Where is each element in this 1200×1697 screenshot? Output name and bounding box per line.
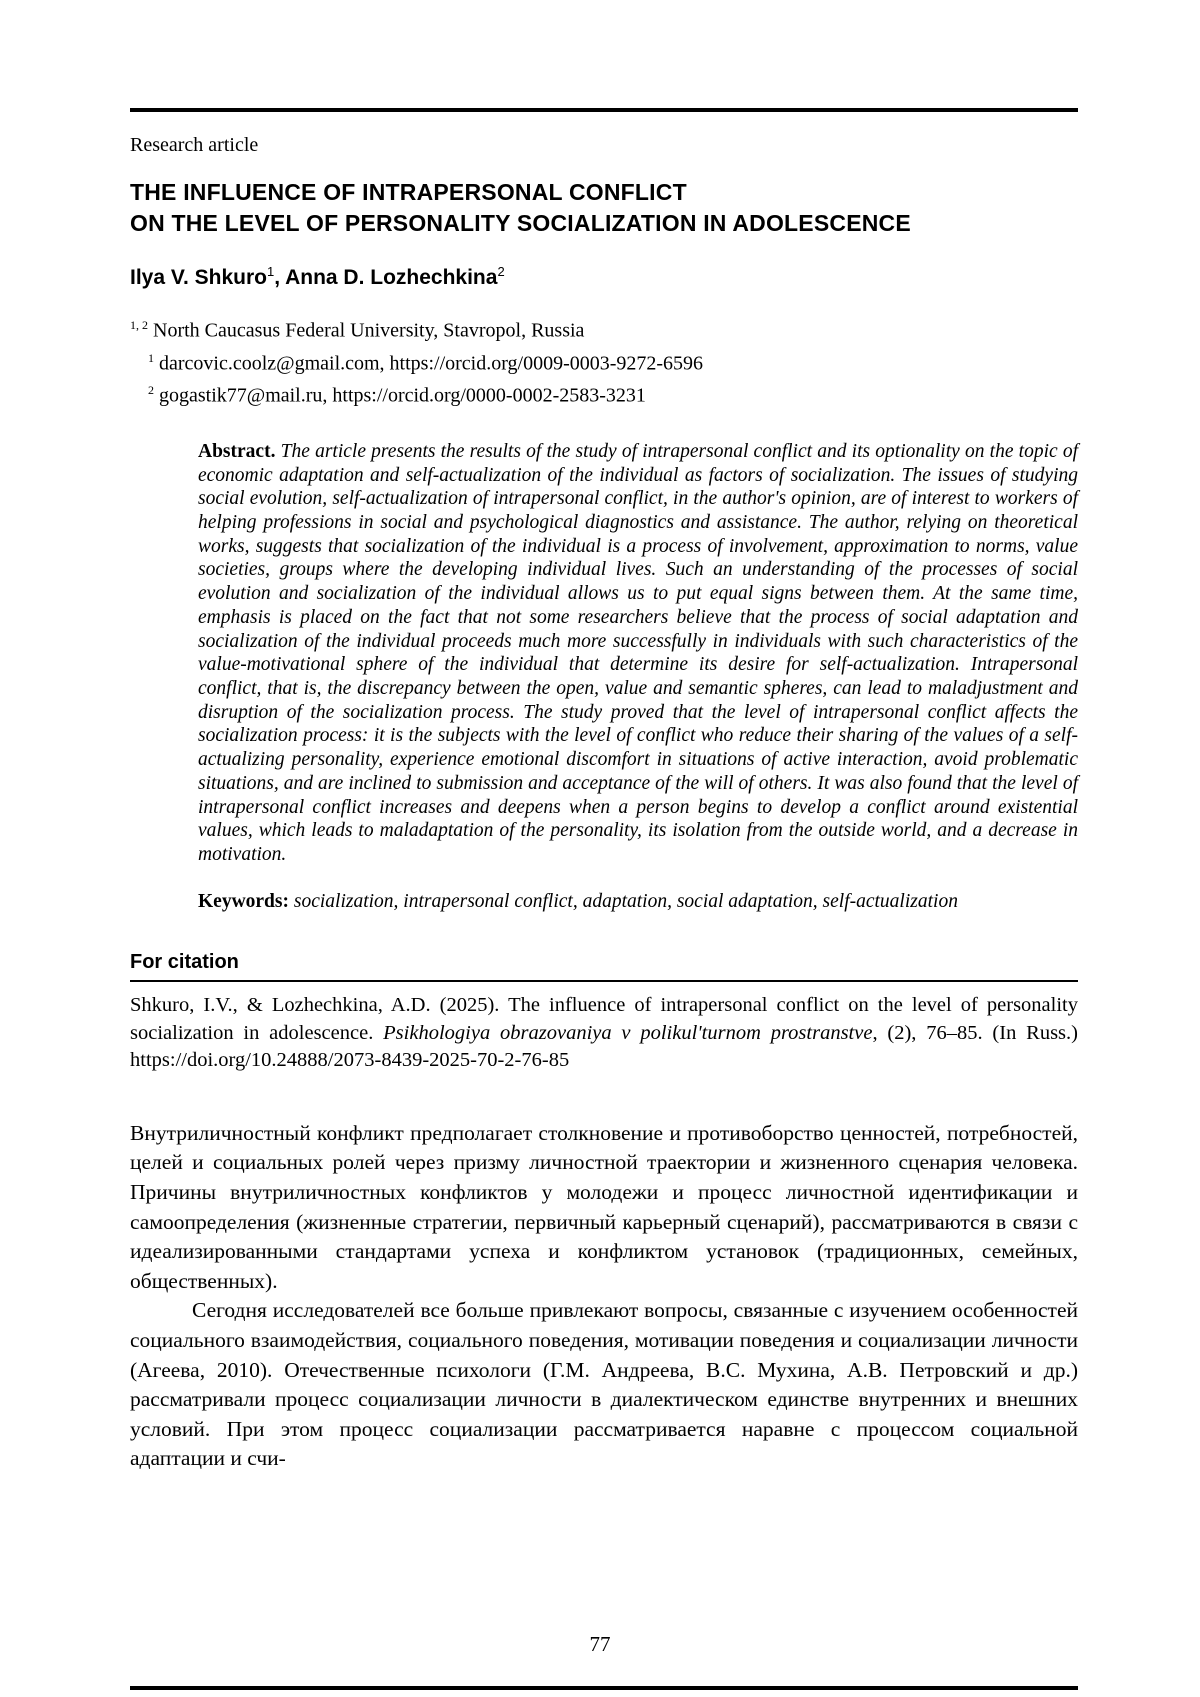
keywords-text: socialization, intrapersonal conflict, adaptation, social adaptation, self-actualization [293, 890, 958, 912]
keywords [198, 890, 1078, 914]
bottom-rule [130, 1686, 1078, 1690]
author-1-name: Ilya V. Shkuro [130, 266, 267, 289]
keywords-label: Keywords: [198, 890, 289, 912]
abstract-text: The article presents the results of the study of intrapersonal conflict and its optionality on the topic of economic adaptation and self-actualization of the individual as factors of socialization. The issues of studying social evolution, self-actualization of intrapersonal conflict, in the author's opinion, are of interest to workers of helping professions in social and psychological diagnostics and assistance. The author, relying on theoretical works, suggests that socialization of the individual is a process of involvement, approximation to norms, value societies, groups where the developing individual lives. Such an understanding of the processes of social evolution and socialization of the individual allows us to put equal signs between them. At the same time, emphasis is placed on the fact that not some researchers believe that the process of social adaptation and socialization of the individual proceeds much more successfully in individuals with such characteristics of the value-motivational sphere of the individual that determine its desire for self-actualization. Intrapersonal conflict, that is, the discrepancy between the open, value and semantic spheres, can lead to maladjustment and disruption of the socialization process. The study proved that the level of intrapersonal conflict affects the socialization process: it is the subjects with the level of conflict who reduce their sharing of the values of a self-actualizing personality, experience emotional discomfort in situations of active interaction, avoid problematic situations, and are inclined to submission and acceptance of the will of others. It was also found that the level of intrapersonal conflict increases and deepens when a person begins to develop a conflict around existential values, which leads to maladaptation of the personality, its isolation from the outside world, and a decrease in motivation. [198, 440, 1079, 865]
author-2-contact-text: gogastik77@mail.ru, https://orcid.org/0000-0002-2583-3231 [159, 384, 646, 407]
article-title [130, 177, 1078, 239]
top-rule [130, 108, 1078, 112]
body-text [130, 1119, 1078, 1474]
author-1-affiliation-mark: 1 [266, 264, 275, 279]
citation-part-1: Shkuro, I.V., & Lozhechkina, A.D. (2025). The influence of intrapersonal conflict on the level of personality socialization in adolescence. [130, 994, 1078, 1044]
body-paragraph-2: Сегодня исследователей все больше привлекают вопросы, связанные с изучением особенностей социального взаимодействия, социального поведения, мотивации поведения и социализации личности (Агеева, 2010). Отечественные психологи (Г.М. Андреева, В.С. Мухина, А.В. Петровский и др.) рассматривали процесс социализации личности в диалектическом единстве внутренних и внешних условий. При этом процесс социализации рассматривается наравне с процессом социальной адаптации и счи- [130, 1298, 1078, 1471]
author-1-contact-text: darcovic.coolz@gmail.com, https://orcid.org/0009-0003-9272-6596 [159, 352, 704, 375]
author-2-name: Anna D. Lozhechkina [285, 266, 498, 289]
contact-mark: 1 [148, 350, 154, 365]
body-paragraph-1: Внутриличностный конфликт предполагает столкновение и противоборство ценностей, потребностей, целей и социальных ролей через призму личностной траектории и жизненного сценария человека. Причины внутриличностных конфликтов у молодежи и процесс личностной идентификации и самоопределения (жизненные стратегии, первичный карьерный сценарий), рассматриваются в связи с идеализированными стандартами успеха и конфликтом установок (традиционных, семейных, общественных). [130, 1120, 1078, 1293]
authors-line [130, 264, 1078, 290]
author-1-contact-line [130, 345, 1078, 378]
page-content [0, 108, 1200, 1474]
citation-part-2: , (2), 76–85. (In Russ.) https://doi.org/10.24888/2073-8439-2025-70-2-76-85 [130, 1021, 1078, 1072]
contact-mark: 2 [148, 383, 154, 398]
authors-separator: , [274, 266, 286, 289]
affiliation-text: North Caucasus Federal University, Stavropol, Russia [153, 319, 585, 342]
page-number: 77 [589, 1632, 611, 1656]
author-2-affiliation-mark: 2 [497, 264, 505, 279]
author-2-contact-line [130, 377, 1078, 410]
abstract [198, 440, 1078, 867]
affiliation-line [130, 312, 1078, 345]
citation-journal-name: Psikhologiya obrazovaniya v polikul'turnom prostranstve [383, 1021, 873, 1044]
abstract-label: Abstract. [198, 440, 276, 462]
article-type-label: Research article [130, 134, 259, 156]
citation-text [130, 992, 1078, 1075]
affiliation-mark: 1, 2 [130, 318, 148, 332]
for-citation-heading: For citation [130, 951, 239, 974]
affiliations-block [130, 312, 1078, 410]
title-line-1: THE INFLUENCE OF INTRAPERSONAL CONFLICT [130, 179, 687, 205]
title-line-2: ON THE LEVEL OF PERSONALITY SOCIALIZATION IN ADOLESCENCE [130, 210, 911, 236]
citation-divider [130, 980, 1078, 982]
